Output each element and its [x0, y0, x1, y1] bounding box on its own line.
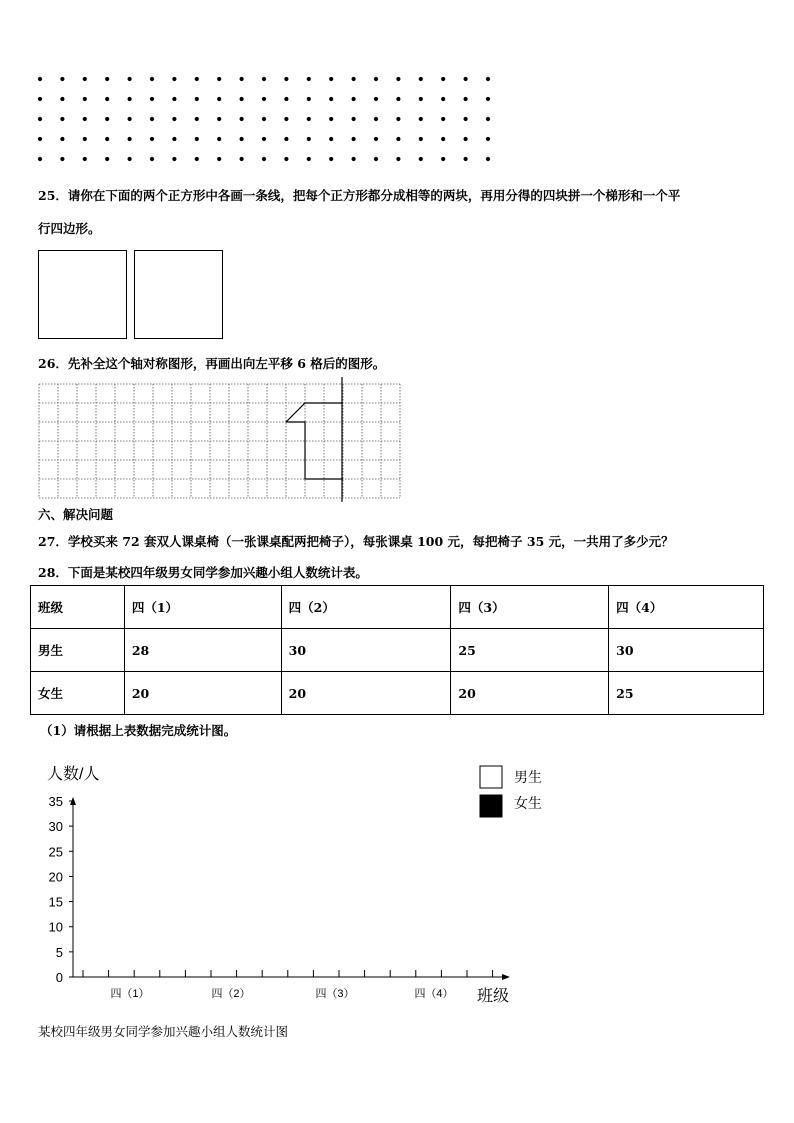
grid-dot	[374, 77, 378, 81]
y-tick-label: 0	[55, 970, 63, 985]
grid-dot	[128, 137, 132, 141]
legend-label-boys: 男生	[514, 769, 542, 785]
grid-dot	[441, 97, 445, 101]
legend-label-girls: 女生	[514, 795, 542, 811]
grid-dot	[105, 117, 109, 121]
grid-dot	[486, 117, 490, 121]
stats-table	[30, 585, 764, 715]
grid-dot	[240, 137, 244, 141]
grid-dot	[262, 77, 266, 81]
y-tick-label: 15	[48, 894, 63, 910]
grid-dot	[419, 117, 423, 121]
table-cell: 四（1）	[124, 586, 281, 629]
grid-dot	[464, 117, 468, 121]
grid-dot	[128, 97, 132, 101]
table-cell: 30	[609, 629, 764, 672]
x-category-label: 四（2）	[211, 988, 251, 1000]
grid-dot	[38, 117, 42, 121]
grid-dot	[441, 137, 445, 141]
table-cell: 20	[124, 672, 281, 715]
square-left	[38, 250, 127, 339]
table-cell: 30	[281, 629, 451, 672]
grid-dot	[464, 137, 468, 141]
grid-dot	[329, 97, 333, 101]
grid-dot	[396, 97, 400, 101]
y-tick-label: 25	[48, 844, 63, 860]
grid-dot	[83, 77, 87, 81]
grid-dot	[240, 97, 244, 101]
grid-dot	[352, 117, 356, 121]
section-6-title: 六、解决问题	[38, 507, 114, 522]
grid-dot	[352, 97, 356, 101]
table-cell: 25	[451, 629, 609, 672]
grid-dot	[217, 117, 221, 121]
x-axis-arrow	[502, 974, 510, 980]
grid-dot	[195, 77, 199, 81]
grid-dot	[441, 117, 445, 121]
question-25-line2: 行四边形。	[38, 221, 101, 236]
grid-dot	[464, 157, 468, 161]
grid-dot	[60, 137, 64, 141]
grid-dot	[172, 137, 176, 141]
grid-dot	[150, 97, 154, 101]
grid-dot	[150, 77, 154, 81]
grid-dot	[419, 157, 423, 161]
grid-dot	[60, 117, 64, 121]
grid-dot	[105, 137, 109, 141]
table-cell: 班级	[31, 586, 125, 629]
table-cell: 四（4）	[609, 586, 764, 629]
grid-dot	[217, 157, 221, 161]
grid-dot	[352, 137, 356, 141]
grid-dot	[172, 157, 176, 161]
grid-dot	[262, 97, 266, 101]
grid-dot	[284, 137, 288, 141]
grid-dot	[150, 157, 154, 161]
grid-dot	[307, 77, 311, 81]
grid-dot	[195, 117, 199, 121]
y-tick-label: 35	[48, 794, 63, 809]
grid-dot	[83, 157, 87, 161]
table-cell: 20	[281, 672, 451, 715]
grid-dot	[128, 117, 132, 121]
grid-dot	[284, 77, 288, 81]
chart-caption: 某校四年级男女同学参加兴趣小组人数统计图	[38, 1024, 289, 1039]
question-28-sub1: （1）请根据上表数据完成统计图。	[40, 723, 237, 738]
bar-chart	[30, 755, 570, 1015]
grid-dot	[262, 117, 266, 121]
grid-dot	[396, 77, 400, 81]
square-right	[134, 250, 223, 339]
grid-dot	[329, 77, 333, 81]
grid-dot	[38, 77, 42, 81]
grid-dot	[307, 117, 311, 121]
grid-dot	[486, 77, 490, 81]
grid-dot	[105, 97, 109, 101]
grid-dot	[60, 97, 64, 101]
grid-dot	[172, 117, 176, 121]
y-axis-label: 人数/人	[47, 766, 100, 783]
grid-dot	[419, 77, 423, 81]
grid-dot	[150, 137, 154, 141]
grid-dot	[284, 117, 288, 121]
grid-dot	[329, 137, 333, 141]
grid-dot	[284, 97, 288, 101]
figure-stem-edge	[286, 422, 343, 479]
grid-dot	[464, 77, 468, 81]
grid-dot	[419, 97, 423, 101]
x-category-label: 四（3）	[315, 988, 355, 1000]
y-tick-label: 20	[48, 869, 63, 885]
legend-swatch-boys	[480, 766, 502, 788]
x-axis-label: 班级	[477, 988, 510, 1005]
table-cell: 四（3）	[451, 586, 609, 629]
grid-dot	[262, 137, 266, 141]
grid-dot	[128, 77, 132, 81]
question-25-line1: 请你在下面的两个正方形中各画一条线，把每个正方形都分成相等的两块，再用分得的四块拼一个梯形和一个平	[67, 188, 681, 203]
grid-dot	[329, 117, 333, 121]
grid-dot	[60, 157, 64, 161]
grid-dot	[38, 97, 42, 101]
grid-dot	[240, 117, 244, 121]
grid-dot	[374, 117, 378, 121]
grid-dot	[240, 157, 244, 161]
question-25	[38, 186, 680, 204]
grid-dot	[374, 97, 378, 101]
y-tick-label: 30	[48, 819, 63, 835]
symmetry-grid	[36, 377, 402, 502]
grid-dot	[172, 97, 176, 101]
grid-dot	[396, 137, 400, 141]
grid-dot	[38, 157, 42, 161]
grid-dot	[441, 157, 445, 161]
table-cell: 男生	[31, 629, 125, 672]
grid-dot	[217, 97, 221, 101]
grid-dot	[195, 157, 199, 161]
grid-dot	[307, 97, 311, 101]
grid-dot	[217, 137, 221, 141]
legend-swatch-girls	[480, 795, 502, 817]
grid-dot	[486, 97, 490, 101]
grid-dot	[38, 137, 42, 141]
grid-dot	[396, 157, 400, 161]
y-tick-label: 10	[48, 919, 63, 935]
table-cell: 25	[609, 672, 764, 715]
grid-dot	[486, 157, 490, 161]
grid-dot	[83, 97, 87, 101]
table-row	[31, 672, 764, 715]
grid-dot	[486, 137, 490, 141]
grid-dot	[374, 137, 378, 141]
y-tick-label: 5	[55, 944, 63, 960]
grid-dot	[329, 157, 333, 161]
grid-dot	[262, 157, 266, 161]
grid-dot	[83, 117, 87, 121]
table-cell: 女生	[31, 672, 125, 715]
grid-dot	[195, 97, 199, 101]
grid-dot	[195, 137, 199, 141]
dot-grid	[30, 72, 500, 164]
question-26: 26．先补全这个轴对称图形，再画出向左平移 6 格后的图形。	[38, 356, 386, 371]
grid-dot	[441, 77, 445, 81]
grid-dot	[105, 157, 109, 161]
grid-dot	[284, 157, 288, 161]
grid-dot	[419, 137, 423, 141]
grid-dot	[128, 157, 132, 161]
question-25-number: 25．	[38, 188, 68, 203]
grid-dot	[217, 77, 221, 81]
grid-dot	[352, 157, 356, 161]
table-cell: 28	[124, 629, 281, 672]
grid-dot	[105, 77, 109, 81]
figure-top-edge	[286, 403, 343, 422]
grid-dot	[374, 157, 378, 161]
grid-dot	[307, 157, 311, 161]
grid-dot	[464, 97, 468, 101]
x-category-label: 四（4）	[414, 988, 454, 1000]
table-row	[31, 629, 764, 672]
x-category-label: 四（1）	[110, 988, 150, 1000]
grid-dot	[240, 77, 244, 81]
grid-dot	[172, 77, 176, 81]
table-cell: 四（2）	[281, 586, 451, 629]
grid-dot	[352, 77, 356, 81]
grid-dot	[396, 117, 400, 121]
grid-dot	[83, 137, 87, 141]
question-28: 28．下面是某校四年级男女同学参加兴趣小组人数统计表。	[38, 565, 368, 580]
grid-dot	[60, 77, 64, 81]
table-cell: 20	[451, 672, 609, 715]
grid-dot	[150, 117, 154, 121]
grid-dot	[307, 137, 311, 141]
table-header-row	[31, 586, 764, 629]
question-27: 27．学校买来 72 套双人课桌椅（一张课桌配两把椅子），每张课桌 100 元，每把椅子 35 元，一共用了多少元？	[38, 534, 674, 549]
